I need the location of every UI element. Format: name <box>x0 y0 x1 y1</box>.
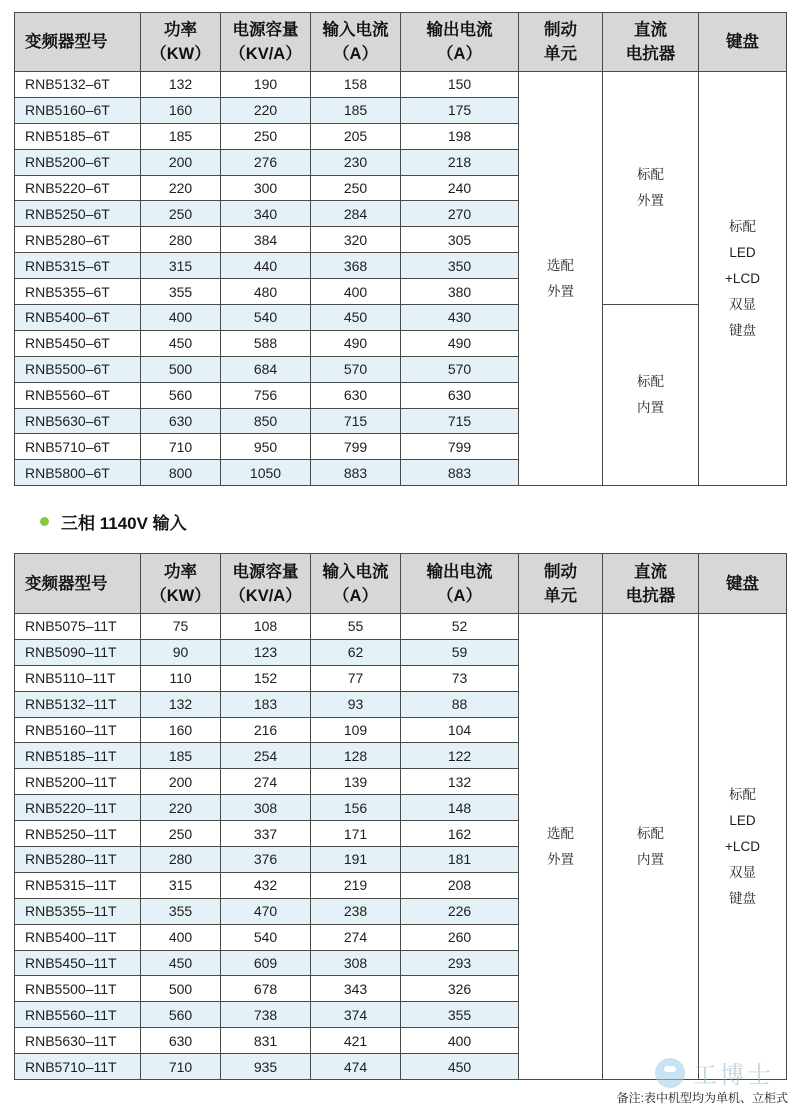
value-cell: 104 <box>401 717 519 743</box>
cell-line: 输入电流 <box>322 21 389 39</box>
value-cell: 305 <box>401 227 519 253</box>
model-cell: RNB5560–11T <box>15 1002 141 1028</box>
value-cell: 883 <box>311 460 401 486</box>
model-cell: RNB5110–11T <box>15 665 141 691</box>
value-cell: 710 <box>141 1054 221 1080</box>
value-cell: 208 <box>401 872 519 898</box>
column-header <box>141 13 221 72</box>
value-cell: 560 <box>141 382 221 408</box>
model-cell: RNB5250–6T <box>15 201 141 227</box>
value-cell: 570 <box>311 356 401 382</box>
value-cell: 570 <box>401 356 519 382</box>
cell-line: 标配 <box>637 167 664 182</box>
value-cell: 139 <box>311 769 401 795</box>
value-cell: 355 <box>141 279 221 305</box>
value-cell: 75 <box>141 614 221 640</box>
cell-line: 双显 <box>729 864 756 880</box>
table-row <box>15 614 787 640</box>
value-cell: 831 <box>221 1028 311 1054</box>
cell-line: （KW） <box>150 45 211 63</box>
model-cell: RNB5220–6T <box>15 175 141 201</box>
value-cell: 260 <box>401 924 519 950</box>
value-cell: 160 <box>141 717 221 743</box>
model-cell: RNB5185–11T <box>15 743 141 769</box>
value-cell: 123 <box>221 639 311 665</box>
spec-table-6t <box>14 12 787 486</box>
value-cell: 185 <box>311 97 401 123</box>
model-cell: RNB5200–6T <box>15 149 141 175</box>
model-cell: RNB5355–6T <box>15 279 141 305</box>
value-cell: 883 <box>401 460 519 486</box>
value-cell: 219 <box>311 872 401 898</box>
cell-line: 标配 <box>729 786 756 802</box>
value-cell: 715 <box>311 408 401 434</box>
value-cell: 300 <box>221 175 311 201</box>
value-cell: 440 <box>221 253 311 279</box>
value-cell: 110 <box>141 665 221 691</box>
cell-line: 直流 <box>634 562 667 581</box>
model-cell: RNB5450–11T <box>15 950 141 976</box>
cell-line: 功率 <box>164 562 197 581</box>
value-cell: 540 <box>221 924 311 950</box>
value-cell: 799 <box>311 434 401 460</box>
value-cell: 88 <box>401 691 519 717</box>
column-header <box>519 554 603 614</box>
value-cell: 400 <box>141 924 221 950</box>
value-cell: 77 <box>311 665 401 691</box>
section-heading <box>40 509 187 534</box>
value-cell: 185 <box>141 743 221 769</box>
cell-line: 输入电流 <box>322 562 389 581</box>
model-cell: RNB5132–6T <box>15 72 141 98</box>
keyboard-cell <box>699 614 787 1080</box>
value-cell: 52 <box>401 614 519 640</box>
cell-line: （A） <box>437 45 482 63</box>
column-header <box>401 13 519 72</box>
value-cell: 171 <box>311 821 401 847</box>
section-title: 三相 1140V 输入 <box>61 514 187 533</box>
value-cell: 122 <box>401 743 519 769</box>
value-cell: 684 <box>221 356 311 382</box>
dc-reactor-cell <box>603 305 699 486</box>
value-cell: 250 <box>311 175 401 201</box>
cell-line: （A） <box>333 586 378 605</box>
value-cell: 421 <box>311 1028 401 1054</box>
cell-line: 键盘 <box>726 574 759 593</box>
column-header <box>311 13 401 72</box>
model-cell: RNB5250–11T <box>15 821 141 847</box>
value-cell: 55 <box>311 614 401 640</box>
column-header <box>699 554 787 614</box>
value-cell: 320 <box>311 227 401 253</box>
cell-line: 制动 <box>544 562 577 581</box>
value-cell: 148 <box>401 795 519 821</box>
value-cell: 630 <box>311 382 401 408</box>
value-cell: 109 <box>311 717 401 743</box>
value-cell: 274 <box>221 769 311 795</box>
model-cell: RNB5800–6T <box>15 460 141 486</box>
model-cell: RNB5630–6T <box>15 408 141 434</box>
value-cell: 276 <box>221 149 311 175</box>
value-cell: 678 <box>221 976 311 1002</box>
value-cell: 326 <box>401 976 519 1002</box>
cell-line: （KV/A） <box>229 586 302 605</box>
value-cell: 73 <box>401 665 519 691</box>
value-cell: 400 <box>401 1028 519 1054</box>
value-cell: 152 <box>221 665 311 691</box>
value-cell: 198 <box>401 123 519 149</box>
value-cell: 560 <box>141 1002 221 1028</box>
column-header <box>699 13 787 72</box>
value-cell: 254 <box>221 743 311 769</box>
value-cell: 337 <box>221 821 311 847</box>
cell-line: 输出电流 <box>426 21 493 39</box>
model-cell: RNB5160–11T <box>15 717 141 743</box>
column-header <box>603 13 699 72</box>
value-cell: 474 <box>311 1054 401 1080</box>
value-cell: 368 <box>311 253 401 279</box>
watermark-text: 工博士 <box>693 1061 774 1089</box>
cell-line: （A） <box>437 586 482 605</box>
value-cell: 950 <box>221 434 311 460</box>
value-cell: 935 <box>221 1054 311 1080</box>
value-cell: 220 <box>141 795 221 821</box>
cell-line: 内置 <box>637 851 664 867</box>
cell-line: 外置 <box>637 193 664 208</box>
value-cell: 850 <box>221 408 311 434</box>
value-cell: 284 <box>311 201 401 227</box>
value-cell: 185 <box>141 123 221 149</box>
value-cell: 308 <box>311 950 401 976</box>
value-cell: 230 <box>311 149 401 175</box>
cell-line: 外置 <box>547 851 574 867</box>
cell-line: 电源容量 <box>232 562 299 581</box>
table-row <box>15 305 787 331</box>
table-header-row <box>15 554 787 614</box>
cell-line: 制动 <box>544 21 577 39</box>
column-header <box>141 554 221 614</box>
cell-line: （KV/A） <box>229 45 302 63</box>
value-cell: 630 <box>141 408 221 434</box>
model-cell: RNB5560–6T <box>15 382 141 408</box>
value-cell: 175 <box>401 97 519 123</box>
cell-line: LED <box>729 812 756 828</box>
value-cell: 274 <box>311 924 401 950</box>
model-cell: RNB5090–11T <box>15 639 141 665</box>
value-cell: 128 <box>311 743 401 769</box>
watermark-logo <box>655 1055 774 1090</box>
value-cell: 62 <box>311 639 401 665</box>
value-cell: 500 <box>141 976 221 1002</box>
cell-line: 键盘 <box>729 322 756 338</box>
value-cell: 181 <box>401 847 519 873</box>
mascot-icon <box>655 1058 685 1088</box>
model-cell: RNB5500–6T <box>15 356 141 382</box>
column-header <box>519 13 603 72</box>
value-cell: 374 <box>311 1002 401 1028</box>
value-cell: 226 <box>401 898 519 924</box>
cell-line: 双显 <box>729 296 756 312</box>
cell-line: +LCD <box>725 270 760 286</box>
value-cell: 250 <box>221 123 311 149</box>
column-header <box>221 13 311 72</box>
value-cell: 132 <box>401 769 519 795</box>
cell-line: 标配 <box>637 825 664 841</box>
cell-line: 选配 <box>547 825 574 841</box>
value-cell: 158 <box>311 72 401 98</box>
value-cell: 430 <box>401 305 519 331</box>
column-header <box>401 554 519 614</box>
model-cell: RNB5400–11T <box>15 924 141 950</box>
cell-line: 电抗器 <box>625 586 676 605</box>
model-cell: RNB5185–6T <box>15 123 141 149</box>
value-cell: 340 <box>221 201 311 227</box>
value-cell: 450 <box>141 950 221 976</box>
brake-unit-cell <box>519 72 603 486</box>
value-cell: 220 <box>141 175 221 201</box>
value-cell: 200 <box>141 149 221 175</box>
column-header <box>603 554 699 614</box>
column-header <box>221 554 311 614</box>
cell-line: LED <box>729 244 756 260</box>
model-cell: RNB5630–11T <box>15 1028 141 1054</box>
cell-line: 选配 <box>547 257 574 273</box>
cell-line: 键盘 <box>729 890 756 906</box>
column-header <box>15 554 141 614</box>
cell-line: （KW） <box>150 586 211 605</box>
table-row <box>15 72 787 98</box>
value-cell: 280 <box>141 227 221 253</box>
value-cell: 540 <box>221 305 311 331</box>
value-cell: 216 <box>221 717 311 743</box>
cell-line: 内置 <box>637 400 664 416</box>
value-cell: 270 <box>401 201 519 227</box>
brake-unit-cell <box>519 614 603 1080</box>
cell-line: 电抗器 <box>625 45 676 63</box>
value-cell: 450 <box>401 1054 519 1080</box>
value-cell: 800 <box>141 460 221 486</box>
value-cell: 400 <box>311 279 401 305</box>
cell-line: 变频器型号 <box>25 33 108 51</box>
cell-line: 单元 <box>544 45 577 63</box>
value-cell: 490 <box>311 330 401 356</box>
cell-line: 电源容量 <box>232 21 299 39</box>
cell-line: 标配 <box>637 374 664 390</box>
model-cell: RNB5710–11T <box>15 1054 141 1080</box>
column-header <box>311 554 401 614</box>
value-cell: 400 <box>141 305 221 331</box>
value-cell: 160 <box>141 97 221 123</box>
value-cell: 190 <box>221 72 311 98</box>
keyboard-cell <box>699 72 787 486</box>
model-cell: RNB5132–11T <box>15 691 141 717</box>
value-cell: 93 <box>311 691 401 717</box>
value-cell: 90 <box>141 639 221 665</box>
value-cell: 59 <box>401 639 519 665</box>
cell-line: 单元 <box>544 586 577 605</box>
value-cell: 132 <box>141 691 221 717</box>
value-cell: 500 <box>141 356 221 382</box>
bullet-icon <box>40 517 49 526</box>
model-cell: RNB5160–6T <box>15 97 141 123</box>
model-cell: RNB5400–6T <box>15 305 141 331</box>
value-cell: 376 <box>221 847 311 873</box>
value-cell: 715 <box>401 408 519 434</box>
model-cell: RNB5450–6T <box>15 330 141 356</box>
value-cell: 315 <box>141 253 221 279</box>
table-header-row <box>15 13 787 72</box>
dc-reactor-cell <box>603 614 699 1080</box>
value-cell: 250 <box>141 201 221 227</box>
cell-line: 标配 <box>729 218 756 234</box>
value-cell: 490 <box>401 330 519 356</box>
value-cell: 355 <box>401 1002 519 1028</box>
cell-line: 直流 <box>634 21 667 39</box>
value-cell: 308 <box>221 795 311 821</box>
value-cell: 432 <box>221 872 311 898</box>
value-cell: 1050 <box>221 460 311 486</box>
value-cell: 355 <box>141 898 221 924</box>
value-cell: 240 <box>401 175 519 201</box>
value-cell: 630 <box>141 1028 221 1054</box>
value-cell: 200 <box>141 769 221 795</box>
model-cell: RNB5280–11T <box>15 847 141 873</box>
value-cell: 710 <box>141 434 221 460</box>
value-cell: 756 <box>221 382 311 408</box>
value-cell: 588 <box>221 330 311 356</box>
value-cell: 384 <box>221 227 311 253</box>
model-cell: RNB5355–11T <box>15 898 141 924</box>
value-cell: 450 <box>311 305 401 331</box>
value-cell: 220 <box>221 97 311 123</box>
value-cell: 156 <box>311 795 401 821</box>
value-cell: 293 <box>401 950 519 976</box>
value-cell: 191 <box>311 847 401 873</box>
model-cell: RNB5075–11T <box>15 614 141 640</box>
footnote: 备注:表中机型均为单机、立柜式 <box>616 1091 788 1105</box>
value-cell: 250 <box>141 821 221 847</box>
cell-line: 输出电流 <box>426 562 493 581</box>
model-cell: RNB5710–6T <box>15 434 141 460</box>
dc-reactor-cell <box>603 72 699 305</box>
cell-line: （A） <box>333 45 378 63</box>
value-cell: 380 <box>401 279 519 305</box>
value-cell: 350 <box>401 253 519 279</box>
value-cell: 280 <box>141 847 221 873</box>
cell-line: 外置 <box>547 283 574 299</box>
value-cell: 218 <box>401 149 519 175</box>
value-cell: 480 <box>221 279 311 305</box>
value-cell: 609 <box>221 950 311 976</box>
value-cell: 315 <box>141 872 221 898</box>
column-header <box>15 13 141 72</box>
cell-line: 变频器型号 <box>25 574 108 593</box>
value-cell: 238 <box>311 898 401 924</box>
value-cell: 470 <box>221 898 311 924</box>
value-cell: 450 <box>141 330 221 356</box>
value-cell: 162 <box>401 821 519 847</box>
value-cell: 799 <box>401 434 519 460</box>
model-cell: RNB5220–11T <box>15 795 141 821</box>
value-cell: 205 <box>311 123 401 149</box>
value-cell: 150 <box>401 72 519 98</box>
value-cell: 108 <box>221 614 311 640</box>
value-cell: 630 <box>401 382 519 408</box>
model-cell: RNB5280–6T <box>15 227 141 253</box>
value-cell: 132 <box>141 72 221 98</box>
model-cell: RNB5500–11T <box>15 976 141 1002</box>
value-cell: 183 <box>221 691 311 717</box>
spec-table-11t <box>14 553 787 1080</box>
value-cell: 738 <box>221 1002 311 1028</box>
cell-line: +LCD <box>725 838 760 854</box>
cell-line: 键盘 <box>726 33 759 51</box>
cell-line: 功率 <box>164 21 197 39</box>
model-cell: RNB5315–11T <box>15 872 141 898</box>
model-cell: RNB5315–6T <box>15 253 141 279</box>
model-cell: RNB5200–11T <box>15 769 141 795</box>
value-cell: 343 <box>311 976 401 1002</box>
